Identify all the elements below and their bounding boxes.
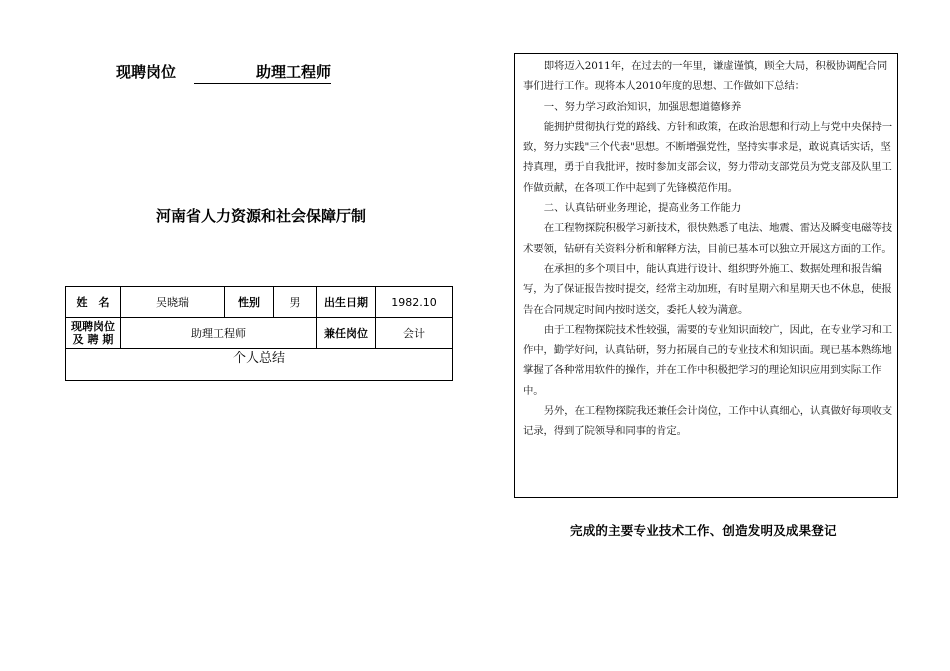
- summary-paragraph: 由于工程物探院技术性较强，需要的专业知识面较广，因此，在专业学习和工作中，勤学好问，认真钻研，努力拓展自己的专业技术和知识面。现已基本熟练地掌握了各种常用软件的操作，并在工作中积极把学习的理论知识应用到实际工作中。: [523, 323, 892, 397]
- post-period-value: 助理工程师: [121, 318, 317, 349]
- table-row: [66, 318, 453, 349]
- summary-paragraph: 即将迈入2011年，在过去的一年里，谦虚谨慎，顾全大局，积极协调配合同事们进行工作。现将本人2010年度的思想、工作做如下总结：: [523, 60, 888, 93]
- birth-label: 出生日期: [317, 287, 376, 318]
- current-post-label: 现聘岗位: [116, 63, 177, 81]
- personal-info-table: [65, 286, 453, 381]
- current-post-line: [116, 61, 331, 84]
- post-period-label: 现聘岗位 及 聘 期: [66, 318, 121, 349]
- gender-value: 男: [274, 287, 317, 318]
- concurrent-post-value: 会计: [376, 318, 453, 349]
- summary-paragraph: 在工程物探院积极学习新技术，很快熟悉了电法、地震、雷达及瞬变电磁等技术要领，钻研有关资料分析和解释方法，目前已基本可以独立开展这方面的工作。: [523, 222, 892, 255]
- summary-heading: 一、努力学习政治知识，加强思想道德修养: [543, 100, 742, 113]
- current-post-value: 助理工程师: [194, 61, 331, 84]
- summary-paragraph: 能拥护贯彻执行党的路线、方针和政策，在政治思想和行动上与党中央保持一致，努力实践"三个代表"思想。不断增强党性，坚持实事求是，敢说真话实话，坚持真理，勇于自我批评，按时参加支部会议，努力带动支部党员为党支部及队里工作做贡献，在各项工作中起到了先锋模范作用。: [523, 120, 892, 194]
- name-label: 姓 名: [66, 287, 121, 318]
- summary-paragraph: 另外，在工程物探院我还兼任会计岗位，工作中认真细心，认真做好每项收支记录，得到了院领导和同事的肯定。: [523, 405, 892, 438]
- name-value: 吴晓瑞: [121, 287, 225, 318]
- achievements-section-title: 完成的主要专业技术工作、创造发明及成果登记: [570, 523, 837, 538]
- table-row: [66, 287, 453, 318]
- summary-section-title: 个人总结: [66, 349, 453, 381]
- table-row: [66, 349, 453, 381]
- summary-paragraph: 在承担的多个项目中，能认真进行设计、组织野外施工、数据处理和报告编写，为了保证报告按时提交，经常主动加班，有时星期六和星期天也不休息，使报告在合同规定时间内按时送交，委托人较为满意。: [523, 262, 892, 316]
- birth-value: 1982.10: [376, 287, 453, 318]
- gender-label: 性别: [225, 287, 274, 318]
- summary-heading: 二、认真钻研业务理论，提高业务工作能力: [543, 202, 742, 215]
- personal-summary-box: [514, 53, 898, 498]
- issuer-title: 河南省人力资源和社会保障厅制: [156, 207, 367, 225]
- concurrent-post-label: 兼任岗位: [317, 318, 376, 349]
